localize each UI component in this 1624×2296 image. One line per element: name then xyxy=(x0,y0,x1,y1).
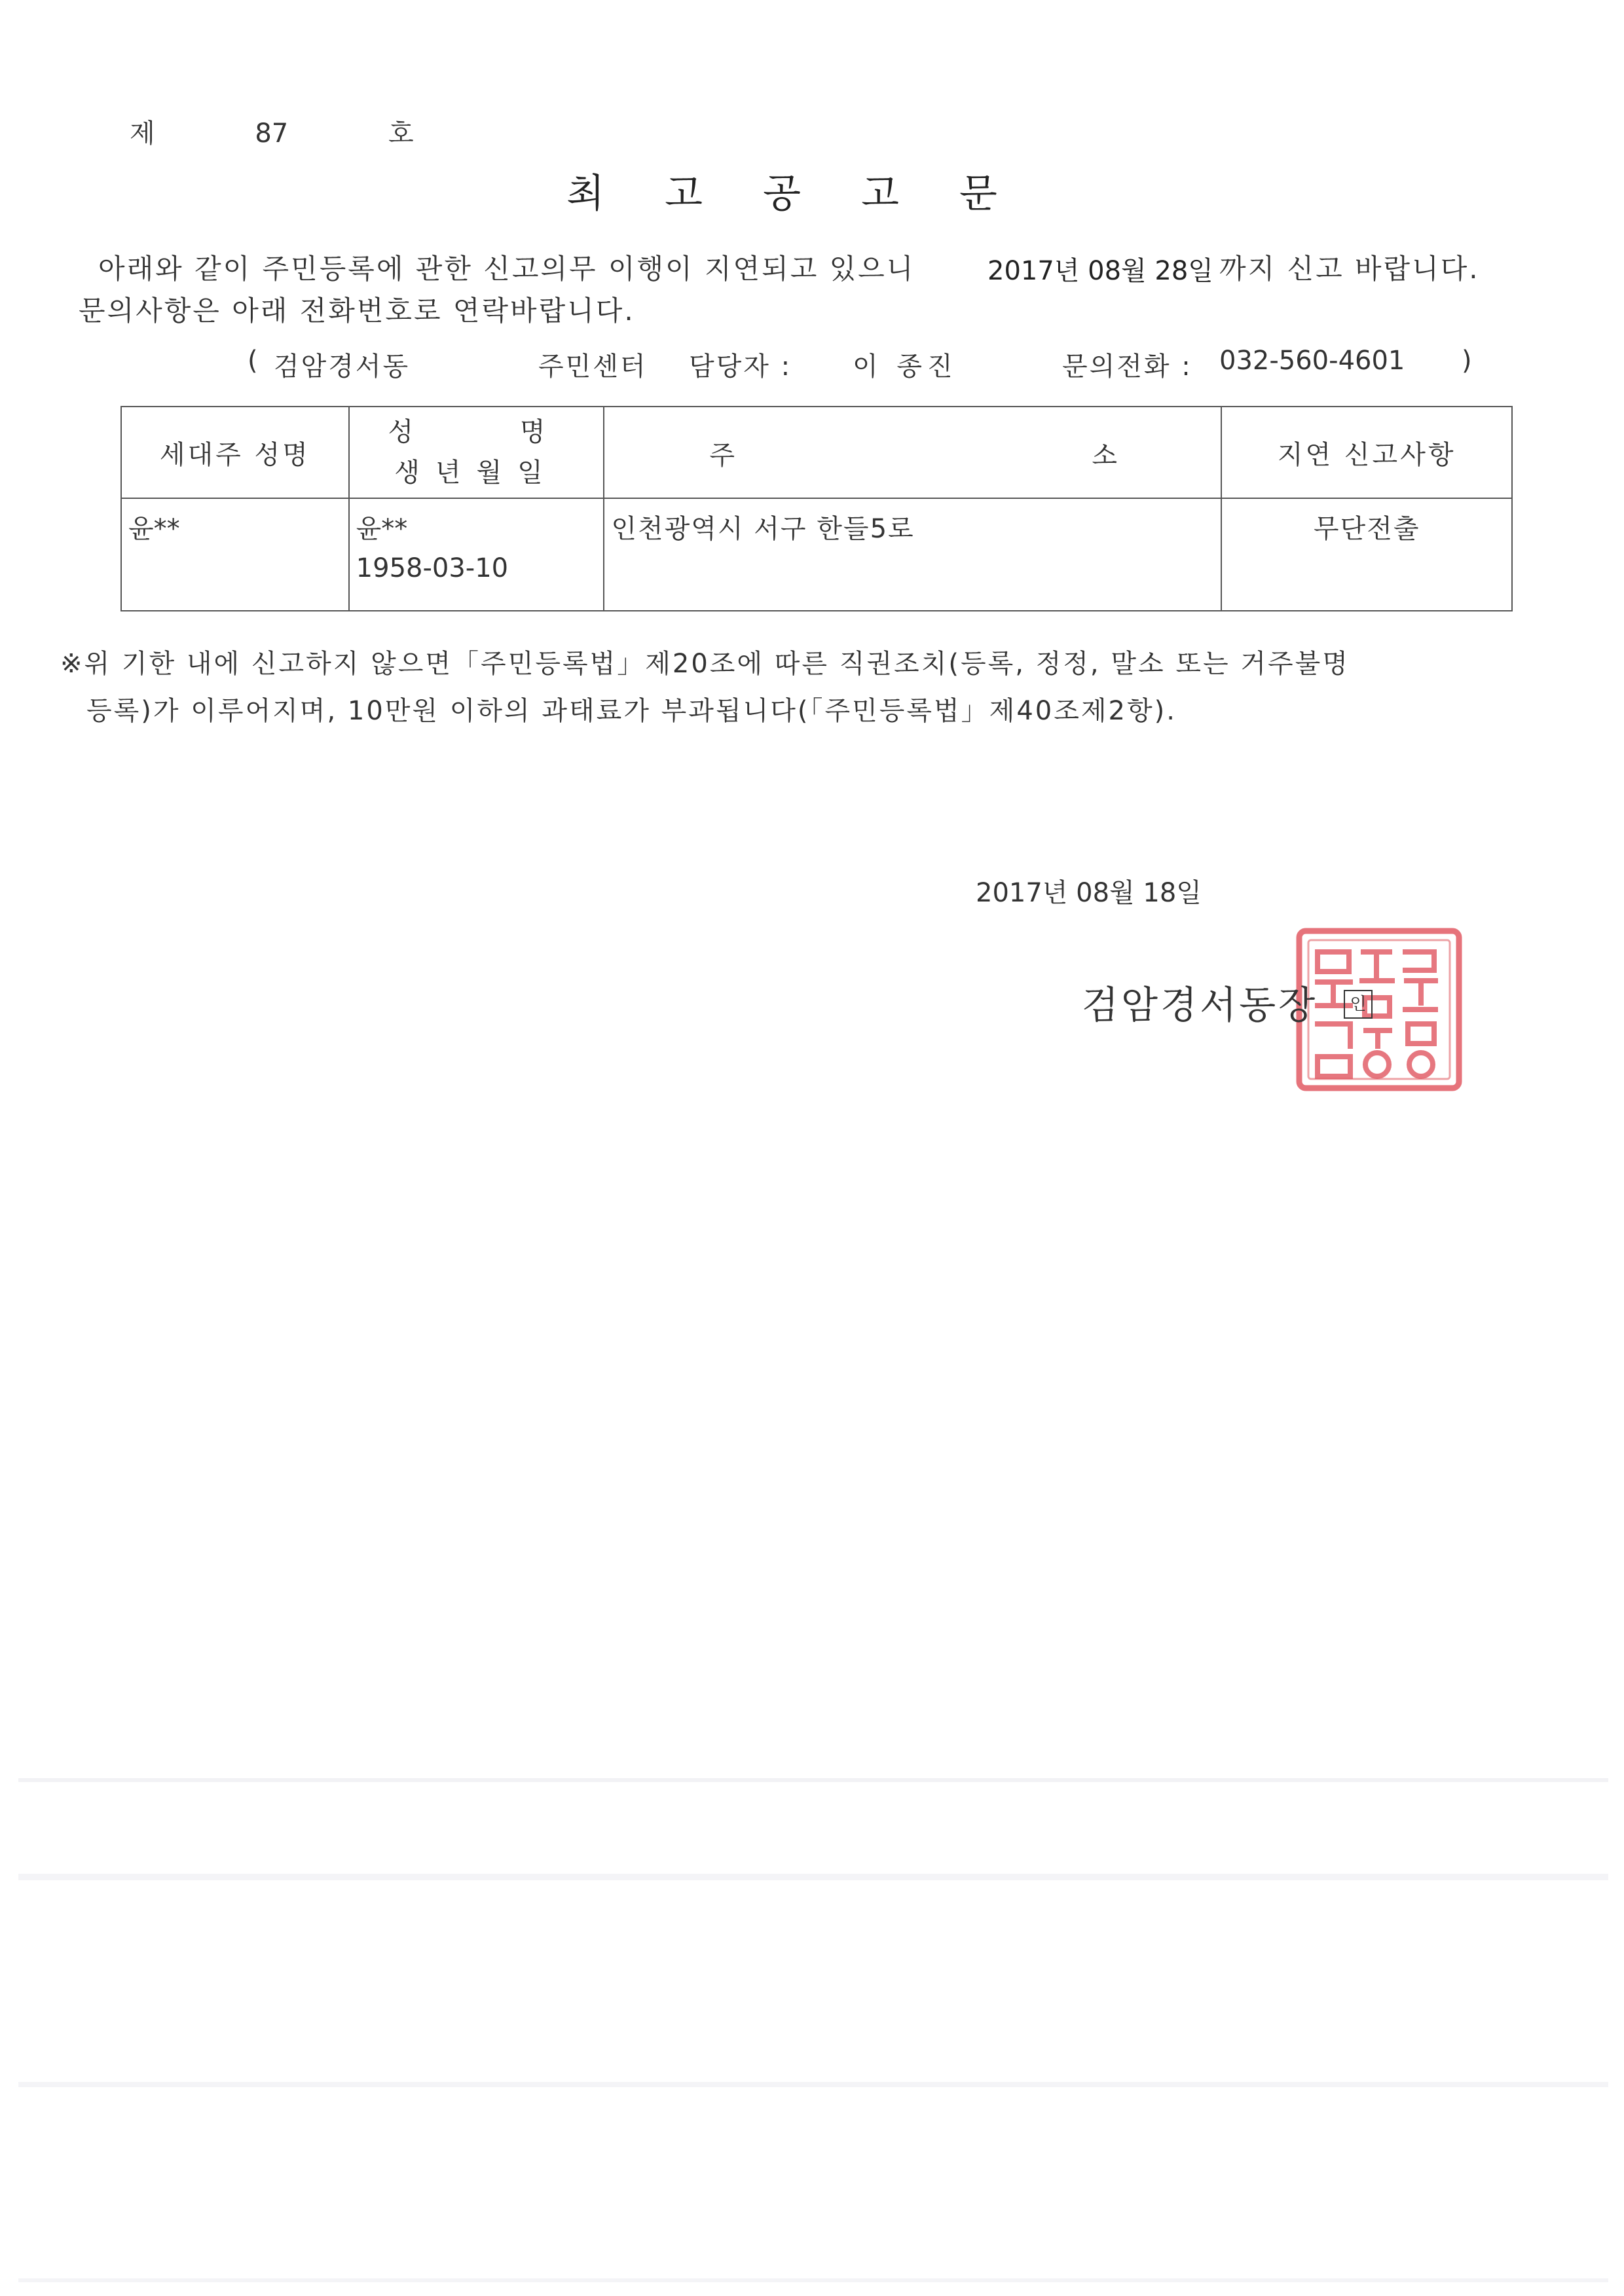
document-number-suffix: 호 xyxy=(388,118,414,149)
contact-phone-label: 문의전화 : xyxy=(1062,352,1192,382)
contact-center: 주민센터 xyxy=(538,352,648,382)
contact-close-paren: ) xyxy=(1462,346,1472,376)
header-address-a: 주 xyxy=(709,441,735,471)
contact-open-paren: ( xyxy=(248,346,258,376)
cell-address: 인천광역시 서구 한들5로 xyxy=(604,498,1221,611)
header-address-b: 소 xyxy=(1092,441,1118,471)
overdue-report-table xyxy=(120,406,1513,611)
deadline-date: 2017년 08월 28일 xyxy=(987,256,1213,286)
cell-overdue: 무단전출 xyxy=(1221,498,1512,611)
header-name-birth xyxy=(349,407,604,498)
contact-phone: 032-560-4601 xyxy=(1219,346,1405,376)
table-header-row xyxy=(121,407,1512,498)
header-overdue: 지연 신고사항 xyxy=(1221,407,1512,498)
scan-artifact xyxy=(18,1874,1608,1880)
page-title: 최고공고문 xyxy=(566,171,1058,217)
contact-office: 검암경서동 xyxy=(274,352,411,382)
scan-artifact xyxy=(18,2278,1608,2282)
contact-manager-name: 이 종진 xyxy=(853,352,958,382)
issue-date: 2017년 08월 18일 xyxy=(976,878,1202,908)
penalty-note-line-1: ※위 기한 내에 신고하지 않으면「주민등록법」제20조에 따른 직권조치(등록, 정정, 말소 또는 거주불명 xyxy=(60,649,1350,679)
header-householder: 세대주 성명 xyxy=(121,407,349,498)
header-name: 성 명 xyxy=(388,417,565,447)
document-number-value: 87 xyxy=(255,118,289,149)
seal-mark-box: 인 xyxy=(1344,990,1373,1019)
contact-manager-label: 담당자 : xyxy=(689,352,792,382)
issuer-name: 검암경서동장 xyxy=(1082,983,1318,1027)
cell-name: 윤** xyxy=(356,514,408,544)
scan-artifact xyxy=(18,1778,1608,1782)
header-address xyxy=(604,407,1221,498)
intro-line-1: 아래와 같이 주민등록에 관한 신고의무 이행이 지연되고 있으니 xyxy=(98,253,915,285)
document-number xyxy=(130,113,466,150)
cell-name-birth xyxy=(349,498,604,611)
intro-line-2: 문의사항은 아래 전화번호로 연락바랍니다. xyxy=(79,295,635,327)
official-seal-icon xyxy=(1294,926,1464,1093)
cell-householder: 윤** xyxy=(121,498,349,611)
penalty-note-line-2: 등록)가 이루어지며, 10만원 이하의 과태료가 부과됩니다(「주민등록법」제40조제2항). xyxy=(86,696,1177,726)
intro-line-1-tail: 까지 신고 바랍니다. xyxy=(1219,253,1480,285)
scan-artifact xyxy=(18,2082,1608,2087)
document-number-prefix: 제 xyxy=(130,118,155,149)
header-birth: 생년월일 xyxy=(394,458,559,488)
table-row xyxy=(121,498,1512,611)
cell-birth: 1958-03-10 xyxy=(356,553,509,583)
